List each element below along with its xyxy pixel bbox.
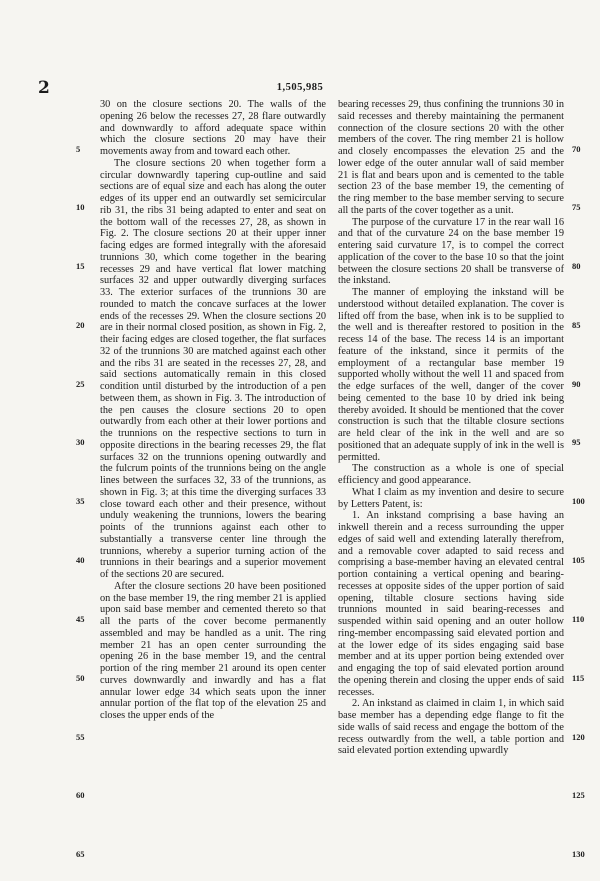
- line-number: 70: [572, 144, 581, 154]
- line-number: 105: [572, 555, 585, 565]
- line-number: 50: [76, 673, 85, 683]
- paragraph: bearing recesses 29, thus confining the trunnions 30 in said recesses and thereby maintaining the permanent connection of the closure sections 20 with the other members of the cover. The ring member 21 is hollow and closely encompasses the elevation 25 and the lower edge of the outer annular wall of said member 21 is flat and bears upon and is cemented to the table section 23 of the base member 19, the cementing of the ring member to the base member serving to secure all the parts of the cover together as a unit.: [338, 99, 564, 216]
- line-number: 80: [572, 261, 581, 271]
- line-number: 110: [572, 614, 585, 624]
- line-number: 95: [572, 437, 581, 447]
- line-number: 30: [76, 437, 85, 447]
- left-text-column: [100, 99, 326, 722]
- line-number: 55: [76, 732, 85, 742]
- paragraph: 30 on the closure sections 20. The walls of the opening 26 below the recesses 27, 28 flare outwardly and downwardly to afford adequate space within which the closure sections 20 may have their movements away from and toward each other.: [100, 99, 326, 157]
- line-number: 40: [76, 555, 85, 565]
- line-number: 20: [76, 320, 85, 330]
- line-number: 35: [76, 496, 85, 506]
- line-number: 90: [572, 379, 581, 389]
- paragraph: The construction as a whole is one of special efficiency and good appearance.: [338, 463, 564, 486]
- line-number: 65: [76, 849, 85, 859]
- line-number: 10: [76, 202, 85, 212]
- line-number: 85: [572, 320, 581, 330]
- page-number: 2: [38, 78, 50, 98]
- line-number: 15: [76, 261, 85, 271]
- right-text-column: [338, 99, 564, 757]
- paragraph: The manner of employing the inkstand will be understood without detailed explanation. The cover is lifted off from the base, when ink is to be supplied to the well and is thereafter restored to position in the recess 14 of the base. The recess 14 is an important feature of the inkstand, since it permits of the employment of a rectangular base member 19 supported wholly without the well 11 and spaced from the edge surfaces of the well, danger of the cover being cemented to the base 10 by dried ink being thereby avoided. It should be mentioned that the cover construction is such that the tiltable closure sections are held clear of the ink in the well and are so positioned that an adequate supply of ink in the well is permitted.: [338, 287, 564, 463]
- line-number: 5: [76, 144, 81, 154]
- line-number: 60: [76, 790, 85, 800]
- line-number: 45: [76, 614, 85, 624]
- claim-paragraph: 1. An inkstand comprising a base having an inkwell therein and a recess surrounding the upper edges of said well and extending laterally therefrom, and a removable cover adapted to said recess and comprising a base-member having an elevated central portion containing a vertical opening and bearing-recesses at opposite sides of the upper portion of said opening, tiltable closure sections having side trunnions mounted in said bearing-recesses and suspended within said opening and an outer hollow ring-member encompassing said elevated portion and at the lower edge of its sides engaging said base member and at its upper portion being extended over and engaging the top of said elevated portion around the opening therein and closing the upper ends of said recesses.: [338, 510, 564, 698]
- patent-number: 1,505,985: [276, 82, 324, 93]
- line-number: 100: [572, 496, 585, 506]
- paragraph: The closure sections 20 when together form a circular downwardly tapering cup-outline and said sections are of equal size and each has along the outer edges of its upper end an outwardly set semicircular rib 31, the ribs 31 being adapted to enter and seat on the bottom wall of the recesses 27, 28, as shown in Fig. 2. The closure sections 20 at their upper inner facing edges are formed integrally with the aforesaid trunnions 30, which come together in the bearing recesses 29 and have vertical flat lower matching surfaces 32 and upper outwardly diverging surfaces 33. The exterior surfaces of the trunnions 30 are rounded to match the concave surfaces at the lower ends of the recesses 29. When the closure sections 20 are in their normal closed position, as shown in Fig. 2, their facing edges are closed together, the flat surfaces 32 of the trunnions 30 are matched against each other and the ribs 31 are seated in the recesses 27, 28, and said sections automatically remain in this closed condition until disturbed by the introduction of a pen between them, as shown in Fig. 3. The introduction of the pen causes the closure sections 20 to open outwardly from each other at their lower portions and the trunnions on the respective sections to turn in opposite directions in the bearing recesses 29, the flat surfaces 32 on the trunnions opening outwardly and the fulcrum points of the trunnions being on the angle lines between the surfaces 32, 33 of the trunnions, as shown in Fig. 3; at this time the diverging surfaces 33 close toward each other and their presence, without unduly weakening the trunnions, lowers the bearing points of the trunnions against each other to substantially a transverse center line through the trunnions, whereby a superior turning action of the trunnions in their bearings and a superior movement of the sections 20 are secured.: [100, 157, 326, 580]
- line-number: 120: [572, 732, 585, 742]
- paragraph: The purpose of the curvature 17 in the rear wall 16 and that of the curvature 24 on the base member 19 entering said curvature 17, is to compel the correct application of the cover to the base 10 so that the joint between the closure sections 20 shall be transverse of the inkstand.: [338, 216, 564, 287]
- line-number: 25: [76, 379, 85, 389]
- claim-paragraph: 2. An inkstand as claimed in claim 1, in which said base member has a depending edge flange to fit the side walls of said recess and engage the bottom of the recess outwardly from the well, a table portion and said elevated portion extending upwardly: [338, 698, 564, 757]
- line-number: 75: [572, 202, 581, 212]
- line-number: 115: [572, 673, 585, 683]
- paragraph: What I claim as my invention and desire to secure by Letters Patent, is:: [338, 486, 564, 510]
- line-number: 130: [572, 849, 585, 859]
- line-number: 125: [572, 790, 585, 800]
- paragraph: After the closure sections 20 have been positioned on the base member 19, the ring member 21 is applied upon said base member and cemented thereto so that all the parts of the cover become permanently assembled and may be handled as a unit. The ring member 21 has an open center surrounding the opening 26 in the base member 19, and the central portion of the ring member 21 around its open center curves downwardly and inwardly and has a flat annular lower edge 34 which seats upon the inner annular portion of the flat top of the elevation 25 and closes the upper ends of the: [100, 580, 326, 721]
